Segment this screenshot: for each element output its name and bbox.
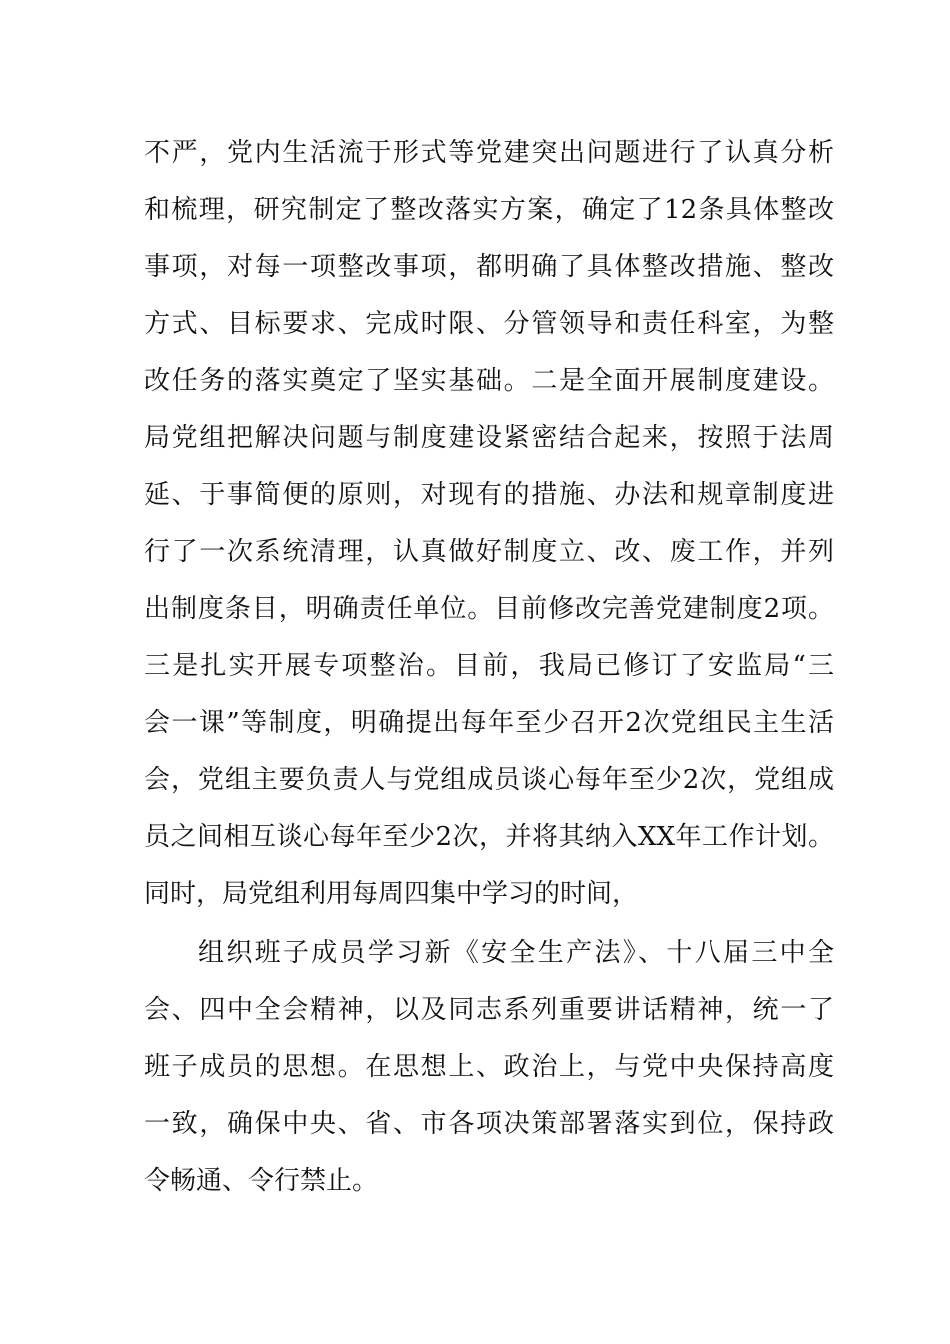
paragraph-line: 行了一次系统清理，认真做好制度立、改、废工作，并列 [144,537,834,567]
paragraph-line: 班子成员的思想。在思想上、政治上，与党中央保持高度 [144,1052,834,1082]
paragraph-1 [144,125,834,923]
paragraph-line: 会、四中全会精神，以及同志系列重要讲话精神，统一了 [144,995,834,1025]
paragraph-line: 方式、目标要求、完成时限、分管领导和责任科室，为整 [144,309,834,339]
paragraph-2 [144,925,834,1210]
paragraph-line: 事项，对每一项整改事项，都明确了具体整改措施、整改 [144,252,834,282]
paragraph-line: 组织班子成员学习新《安全生产法》、十八届三中全 [198,938,834,968]
paragraph-line: 不严，党内生活流于形式等党建突出问题进行了认真分析 [144,138,834,168]
paragraph-line: 会，党组主要负责人与党组成员谈心每年至少2次，党组成 [144,765,834,795]
paragraph-line: 会一课”等制度，明确提出每年至少召开2次党组民主生活 [144,708,834,738]
paragraph-line: 一致，确保中央、省、市各项决策部署落实到位，保持政 [144,1109,834,1139]
paragraph-line: 出制度条目，明确责任单位。目前修改完善党建制度2项。 [144,594,834,624]
paragraph-line: 改任务的落实奠定了坚实基础。二是全面开展制度建设。 [144,366,834,396]
paragraph-line: 员之间相互谈心每年至少2次，并将其纳入XX年工作计划。 [144,822,834,852]
paragraph-line: 和梳理，研究制定了整改落实方案，确定了12条具体整改 [144,195,834,225]
paragraph-line: 三是扎实开展专项整治。目前，我局已修订了安监局“三 [144,651,834,681]
paragraph-line: 同时，局党组利用每周四集中学习的时间， [144,879,639,909]
paragraph-line: 令畅通、令行禁止。 [144,1166,379,1196]
paragraph-line: 局党组把解决问题与制度建设紧密结合起来，按照于法周 [144,423,834,453]
paragraph-line: 延、于事简便的原则，对现有的措施、办法和规章制度进 [144,480,834,510]
